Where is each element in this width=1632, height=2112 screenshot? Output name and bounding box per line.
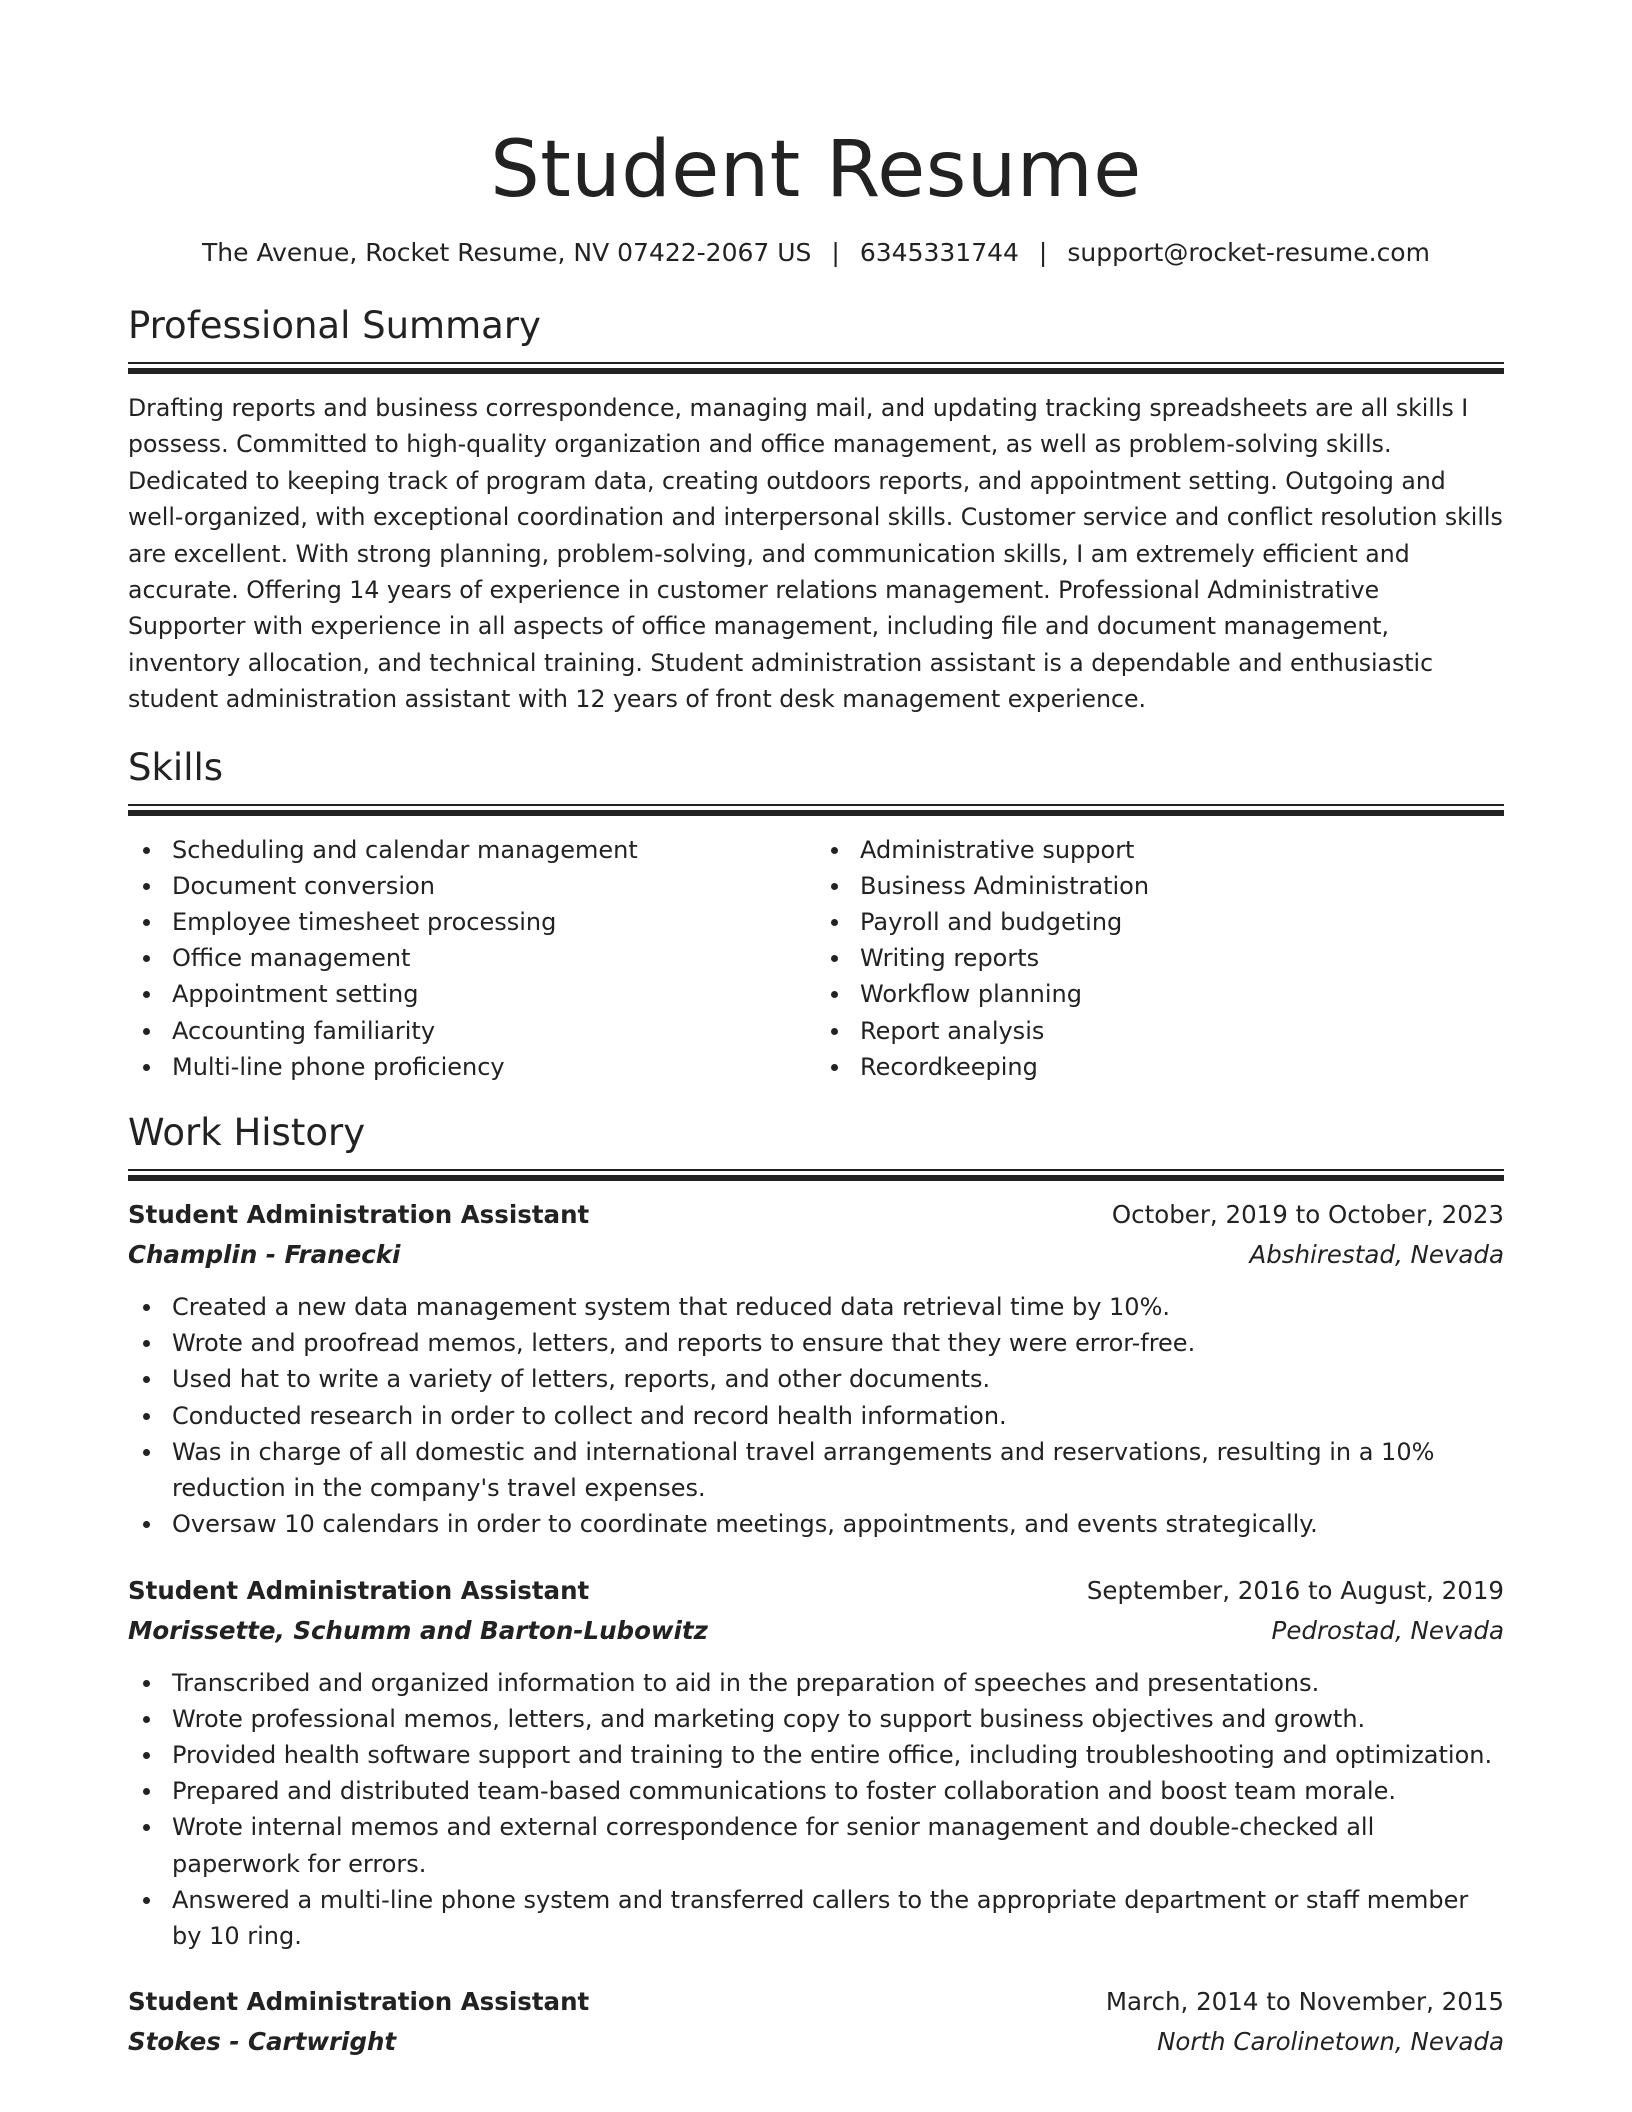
contact-line	[128, 236, 1504, 270]
job-bullet: Wrote and proofread memos, letters, and reports to ensure that they were error-free.	[128, 1325, 1504, 1361]
section-divider	[128, 804, 1504, 814]
job-company: Champlin - Franecki	[128, 1240, 401, 1270]
skill-item: Scheduling and calendar management	[128, 832, 816, 868]
job-bullet: Used hat to write a variety of letters, reports, and other documents.	[128, 1361, 1504, 1397]
resume-name: Student Resume	[490, 125, 1142, 215]
job-bullet: Created a new data management system that reduced data retrieval time by 10%.	[128, 1289, 1504, 1325]
skill-item: Business Administration	[816, 868, 1504, 904]
skills-left-column	[128, 832, 816, 1085]
contact-separator: |	[831, 238, 840, 267]
summary-text: Drafting reports and business correspondence, managing mail, and updating tracking spreadsheets are all skills I possess. Committed to high-quality organization and office management, as well as problem-solving skills. Dedicated to keeping track of program data, creating outdoors reports, and appointment setting. Outgoing and well-organized, with exceptional coordination and interpersonal skills. Customer service and conflict resolution skills are excellent. With strong planning, problem-solving, and communication skills, I am extremely efficient and accurate. Offering 14 years of experience in customer relations management. Professional Administrative Supporter with experience in all aspects of office management, including file and document management, inventory allocation, and technical training. Student administration assistant is a dependable and enthusiastic student administration assistant with 12 years of front desk management experience.	[128, 394, 1503, 714]
contact-email: support@rocket-resume.com	[1067, 238, 1430, 267]
job-header	[128, 1195, 1504, 1235]
job-dates: October, 2019 to October, 2023	[1111, 1200, 1504, 1230]
skill-item: Appointment setting	[128, 976, 816, 1012]
section-title-summary: Professional Summary	[128, 304, 541, 347]
job-bullet: Provided health software support and training to the entire office, including troubleshooting and optimization.	[128, 1737, 1504, 1773]
skill-item: Report analysis	[816, 1013, 1504, 1049]
job-bullet: Answered a multi-line phone system and transferred callers to the appropriate department or staff member by 10 ring.	[128, 1882, 1504, 1954]
job-subheader	[128, 1235, 1504, 1275]
skill-item: Office management	[128, 940, 816, 976]
job-title: Student Administration Assistant	[128, 1575, 590, 1605]
skill-item: Employee timesheet processing	[128, 904, 816, 940]
job-company: Stokes - Cartwright	[128, 2027, 397, 2057]
skill-item: Multi-line phone proficiency	[128, 1049, 816, 1085]
job-bullet: Wrote internal memos and external correspondence for senior management and double-checked all paperwork for errors.	[128, 1809, 1504, 1881]
job-bullet: Was in charge of all domestic and international travel arrangements and reservations, resulting in a 10% reduction in the company's travel expenses.	[128, 1434, 1504, 1506]
job-bullets	[128, 1665, 1504, 1955]
job-location: North Carolinetown, Nevada	[1157, 2027, 1504, 2057]
section-title-skills: Skills	[128, 745, 224, 789]
job-location: Pedrostad, Nevada	[1271, 1615, 1504, 1645]
contact-phone: 6345331744	[859, 238, 1019, 267]
section-divider	[128, 362, 1504, 372]
skill-item: Workflow planning	[816, 976, 1504, 1012]
skill-item: Administrative support	[816, 832, 1504, 868]
section-title-work: Work History	[128, 1111, 366, 1155]
skill-item: Recordkeeping	[816, 1049, 1504, 1085]
skills-columns	[128, 832, 1504, 1085]
job-title: Student Administration Assistant	[128, 1987, 590, 2017]
skills-right-column	[816, 832, 1504, 1085]
skill-item: Payroll and budgeting	[816, 904, 1504, 940]
job-bullet: Conducted research in order to collect and record health information.	[128, 1398, 1504, 1434]
resume-page	[128, 0, 1504, 2112]
job-header	[128, 1571, 1504, 1611]
summary-section	[128, 302, 1504, 718]
job-company: Morissette, Schumm and Barton-Lubowitz	[128, 1615, 708, 1645]
job-bullet: Prepared and distributed team-based communications to foster collaboration and boost team morale.	[128, 1773, 1504, 1809]
job-subheader	[128, 2022, 1504, 2062]
job-dates: March, 2014 to November, 2015	[1105, 1987, 1504, 2017]
job-entry	[128, 1195, 1504, 1542]
skill-item: Writing reports	[816, 940, 1504, 976]
job-bullet: Wrote professional memos, letters, and marketing copy to support business objectives and growth.	[128, 1701, 1504, 1737]
work-section	[128, 1109, 1504, 2062]
job-entry	[128, 1571, 1504, 1955]
contact-address: The Avenue, Rocket Resume, NV 07422-2067 US	[202, 238, 812, 267]
job-header	[128, 1982, 1504, 2022]
job-subheader	[128, 1611, 1504, 1651]
skill-item: Accounting familiarity	[128, 1013, 816, 1049]
job-entry	[128, 1982, 1504, 2062]
skills-section	[128, 744, 1504, 1085]
job-bullets	[128, 1289, 1504, 1542]
skill-item: Document conversion	[128, 868, 816, 904]
job-bullet: Oversaw 10 calendars in order to coordinate meetings, appointments, and events strategically.	[128, 1506, 1504, 1542]
job-title: Student Administration Assistant	[128, 1200, 590, 1230]
job-location: Abshirestad, Nevada	[1249, 1240, 1504, 1270]
job-bullet: Transcribed and organized information to aid in the preparation of speeches and presentations.	[128, 1665, 1504, 1701]
job-dates: September, 2016 to August, 2019	[1086, 1575, 1504, 1605]
contact-separator: |	[1038, 238, 1048, 267]
section-divider	[128, 1169, 1504, 1179]
